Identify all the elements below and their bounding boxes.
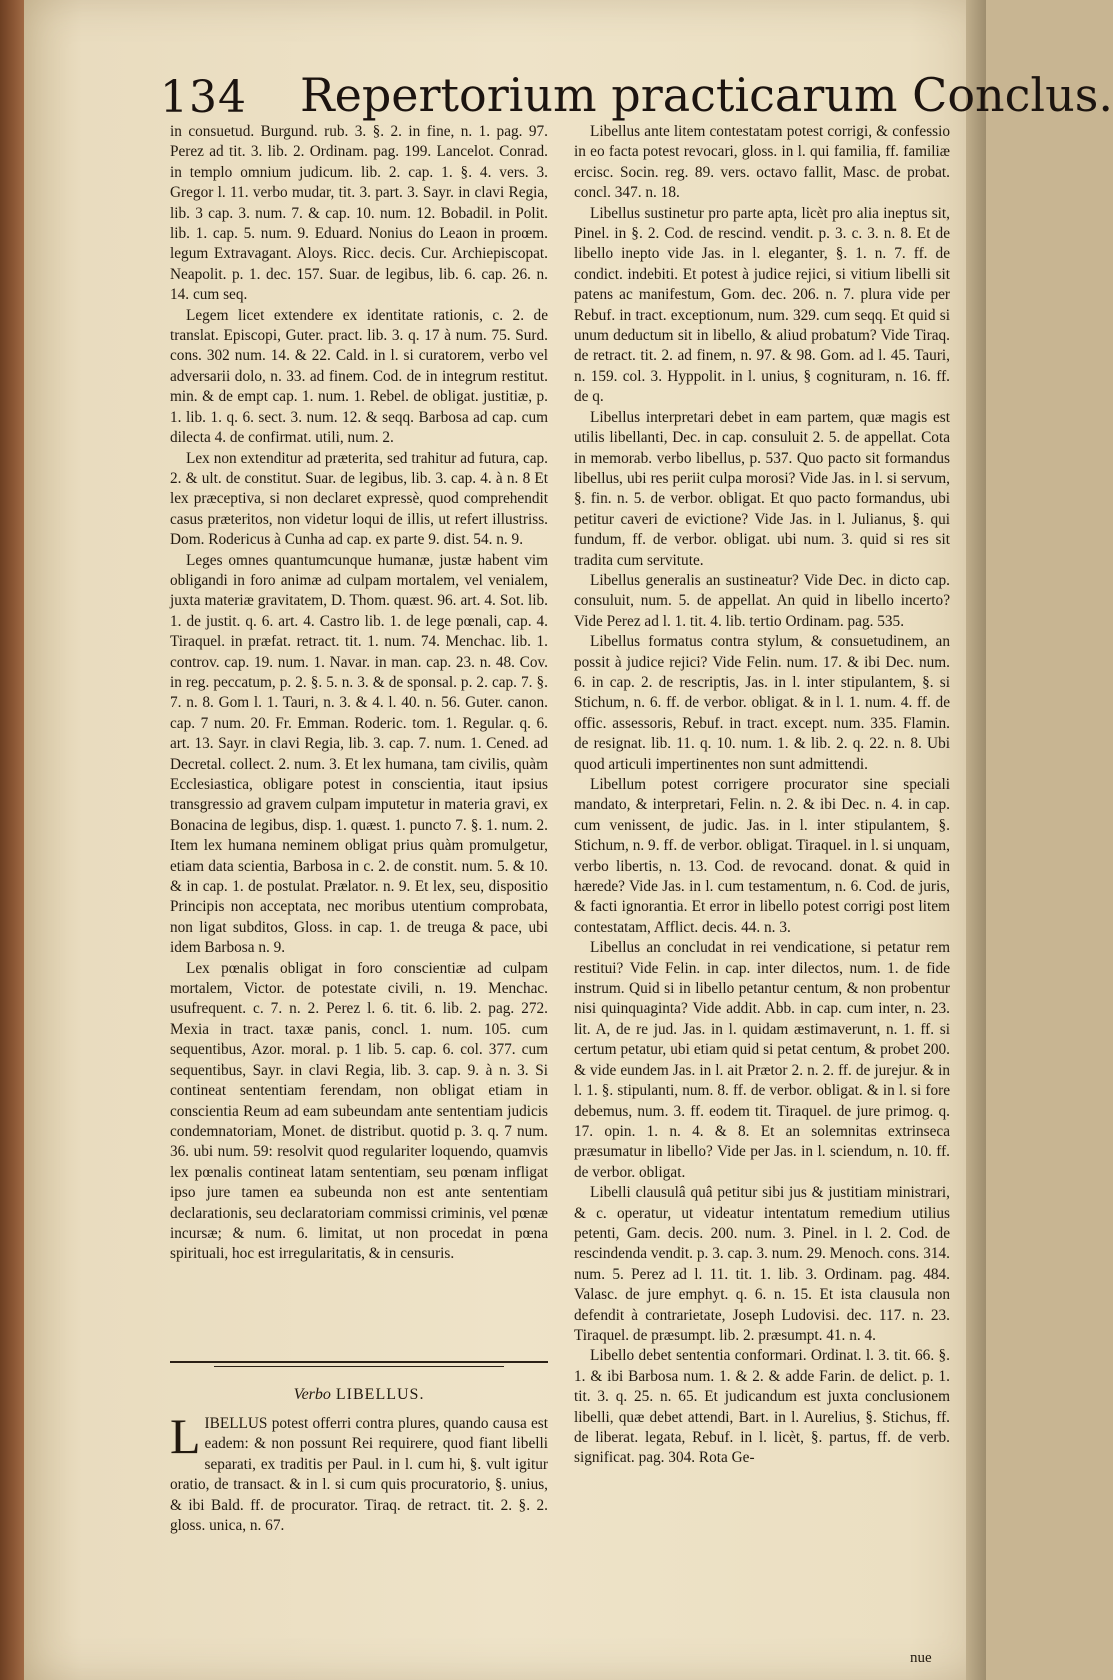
page-number: 134 <box>160 72 247 123</box>
catchword: nue <box>910 1650 932 1666</box>
book-spine <box>0 0 24 1680</box>
right-paragraph-7: Libellus an concludat in rei vendicatione, si petatur rem restitui? Vide Felin. in cap. inter dilectos, num. 1. de fide instrum. Quid si in libello petantur centum, & non probentur nisi quinquaginta? Vide addit. Abb. in cap. cum inter, n. 23. lit. A, de re jud. Jas. in l. quidam æstimaverunt, n. 1. ff. si certum petatur, ubi etiam quid si petat centum, & probet 200. & vide eundem Jas. in l. ait Prætor 2. n. 2. ff. de jurejur. & in l. 1. §. stipulanti, num. 8. ff. de verbor. obligat. & in l. si fore debemus, num. 3. ff. eodem tit. Tiraquel. de jure primog. q. 17. opin. 1. n. 4. & 8. Et an solemnitas extrinseca præsumatur in libello? Vide per Jas. in l. sciendum, n. 10. ff. de verbor. obligat. <box>574 939 950 1181</box>
page-edge <box>966 0 986 1680</box>
left-paragraph-3: Lex non extenditur ad præterita, sed trahitur ad futura, cap. 2. & ult. de constitut. Suar. de legibus, lib. 3. cap. 4. à n. 8 Et lex præceptiva, si non declaret expressè, quod comprehendit casus præteritos, non videtur loqui de illis, ut refert illustriss. Dom. Rodericus à Cunha ad cap. ex parte 9. dist. 54. n. 9. <box>170 449 548 549</box>
left-paragraph-4: Leges omnes quantumcunque humanæ, justæ habent vim obligandi in foro animæ ad culpam mortalem, vel venialem, juxta materiæ gravitatem, D. Thom. quæst. 96. art. 4. Sot. lib. 1. de justit. q. 6. art. 4. Castro lib. 1. de lege pœnali, cap. 4. Tiraquel. in præfat. retract. tit. 1. num. 74. Menchac. lib. 1. controv. cap. 19. num. 1. Navar. in man. cap. 23. n. 48. Cov. in reg. peccatum, p. 2. §. 5. n. 3. & de sponsal. p. 2. cap. 7. §. 7. n. 8. Gom l. 1. Tauri, n. 3. & 4. l. 40. n. 56. Guter. canon. cap. 7 num. 20. Fr. Emman. Roderic. tom. 1. Regular. q. 6. art. 13. Sayr. in clavi Regia, lib. 3. cap. 7. num. 1. Cened. ad Decretal. collect. 2. num. 3. Et lex humana, tam civilis, quàm Ecclesiastica, obligare potest in conscientia, itaut ipsius transgressio ad gravem culpam imputetur in materia gravi, ex Bonacina de legibus, disp. 1. quæst. 1. puncto 7. §. 1. num. 2. Item lex humana neminem obligat prius quàm promulgetur, etiam data scientia, Barbosa in c. 2. de constit. num. 5. & 10. & in cap. 1. de postulat. Prælator. n. 9. Et lex, seu, dispositio Principis non acceptata, nec moribus utentium comprobata, non ligat subditos, Gloss. in cap. 1. de treuga & pace, ubi idem Barbosa n. 9. <box>170 551 548 957</box>
section-rule <box>170 1361 548 1363</box>
right-paragraph-2: Libellus sustinetur pro parte apta, licèt pro alia ineptus sit, Pinel. in §. 2. Cod. de rescind. vendit. p. 3. c. 3. n. 8. Et de libello inepto vide Jas. in l. eleganter, §. 1. n. 7. ff. de condict. indebiti. Et potest à judice rejici, si vitium libelli sit patens ac manifestum, Gom. dec. 206. n. 7. plura vide per Rebuf. in tract. exceptionum, num. 329. cum seqq. Et quid si unum deductum sit in libello, & aliud probatum? Vide Tiraq. de retract. tit. 2. ad finem, n. 97. & 98. Gom. ad l. 45. Tauri, n. 159. col. 3. Hyppolit. in l. unius, § cognituram, n. 16. ff. de q. <box>574 204 950 406</box>
section-heading-word: LIBELLUS. <box>335 1386 425 1403</box>
right-paragraph-8: Libelli clausulâ quâ petitur sibi jus & justitiam ministrari, & c. operatur, ut videatur intentatum remedium utilius petenti, Gam. decis. 200. num. 3. Pinel. in l. 2. Cod. de rescindenda vendit. p. 3. cap. 3. num. 29. Menoch. cons. 314. num. 5. Perez ad l. 11. tit. 1. lib. 3. Ordinam. pag. 484. Valasc. de jure emphyt. q. 6. n. 15. Et ista clausula non defendit à contrarietate, Joseph Ludovisi. dec. 117. n. 23. Tiraquel. de præsumpt. lib. 2. præsumpt. 41. n. 4. <box>574 1184 950 1344</box>
right-paragraph-5: Libellus formatus contra stylum, & consuetudinem, an possit à judice rejici? Vide Felin. num. 17. & ibi Dec. num. 6. in cap. 2. de rescriptis, Jas. in l. inter stipulantem, §. si Stichum, n. 6. ff. de verbor. obligat. & in l. 1. num. 4. ff. de offic. assessoris, Rebuf. in tract. except. num. 335. Flamin. de resignat. lib. 11. q. 10. num. 1. & lib. 2. q. 22. n. 8. Ubi quod articuli impertinentes non sunt admittendi. <box>574 633 950 773</box>
right-paragraph-1: Libellus ante litem contestatam potest corrigi, & confessio in eo facta potest revocari, gloss. in l. qui familia, ff. familiæ ercisc. Socin. reg. 89. vers. octavo fallit, Masc. de probat. concl. 347. n. 18. <box>574 123 950 202</box>
right-paragraph-3: Libellus interpretari debet in eam partem, quæ magis est utilis libellanti, Dec. in cap. consuluit 2. 5. de appellat. Cota in memorab. verbo libellus, p. 537. Quo pacto sit formandus libellus, ubi res periit culpa morosi? Vide Jas. in l. si servum, §. fin. n. 5. de verbor. obligat. Et quo pacto formandus, ubi petitur caveri de evictione? Vide Jas. in l. Julianus, §. qui fundum, ff. de verbor. obligat. ubi num. 3. quid si res sit tradita cum servitute. <box>574 408 950 569</box>
right-paragraph-4: Libellus generalis an sustineatur? Vide Dec. in dicto cap. consuluit, num. 5. de appellat. An quid in libello incerto? Vide Perez ad l. 1. tit. 4. lib. tertio Ordinam. pag. 535. <box>574 571 950 630</box>
right-paragraph-9: Libello debet sententia conformari. Ordinat. l. 3. tit. 66. §. 1. & ibi Barbosa num. 1. & 2. & adde Farin. de delict. p. 1. tit. 3. q. 25. n. 65. Et judicandum est juxta conclusionem libelli, quæ debet attendi, Bart. in l. Aurelius, §. Stichus, ff. de liberat. legata, Rebuf. in l. licèt, §. partus, ff. de verb. significat. pag. 304. Rota Ge- <box>574 1347 950 1467</box>
right-paragraph-6: Libellum potest corrigere procurator sine speciali mandato, & interpretari, Felin. n. 2. & ibi Dec. n. 4. in cap. cum venissent, de judic. Jas. in l. inter stipulantem, §. Stichum, n. 9. ff. de verbor. obligat. Tiraquel. in l. si unquam, verbo libertis, n. 13. Cod. de revocand. donat. & quid in hærede? Vide Jas. in l. cum testamentum, n. 6. Cod. de juris, & facti ignorantia. Et error in libello potest corrigi post litem contestatam, Afflict. decis. 44. n. 3. <box>574 776 950 936</box>
left-column <box>170 122 548 1265</box>
section-first-text: IBELLUS potest offerri contra plures, quando causa est eadem: & non possunt Rei requirere, quod fiant libelli separati, ex traditis per Paul. in l. cum hi, §. vult igitur oratio, de transact. & in l. si cum quis procuratorio, §. unius, & ibi Bald. ff. de procurator. Tiraq. de retract. tit. 2. §. 2. gloss. unica, n. 67. <box>170 1415 548 1535</box>
section-rule-thin <box>214 1366 504 1367</box>
right-column <box>574 122 950 1469</box>
left-paragraph-1: in consuetud. Burgund. rub. 3. §. 2. in fine, n. 1. pag. 97. Perez ad tit. 3. lib. 2. Ordinam. pag. 199. Lancelot. Conrad. in templo omnium judicum. lib. 2. cap. 1. §. 4. vers. 3. Gregor l. 11. verbo mudar, tit. 3. part. 3. Sayr. in clavi Regia, lib. 3 cap. 3. num. 7. & cap. 10. num. 12. Bobadil. in Polit. lib. 1. cap. 5. num. 9. Eduard. Nonius do Leaon in proœm. legum Extravagant. Aloys. Ricc. decis. Cur. Archiepiscopat. Neapolit. p. 1. dec. 157. Suar. de legibus, lib. 6. cap. 26. n. 14. cum seq. <box>170 123 548 304</box>
section-first-paragraph <box>170 1408 548 1536</box>
running-title: Repertorium practicarum Conclus. <box>300 68 1113 122</box>
drop-capital: L <box>170 1408 201 1464</box>
section-heading <box>170 1386 548 1404</box>
page-header <box>160 68 1113 128</box>
section-heading-prefix: Verbo <box>293 1386 331 1403</box>
left-paragraph-2: Legem licet extendere ex identitate rationis, c. 2. de translat. Episcopi, Guter. pract. lib. 3. q. 17 à num. 75. Surd. cons. 302 num. 14. & 22. Cald. in l. si curatorem, verbo vel adversarii dolo, n. 33. ad finem. Cod. de in integrum restitut. min. & de empt cap. 1. num. 1. Rebel. de obligat. justitiæ, p. 1. lib. 1. q. 6. sect. 3. num. 12. & seqq. Barbosa ad cap. cum dilecta 4. de confirmat. utili, num. 2. <box>170 306 548 447</box>
left-paragraph-5: Lex pœnalis obligat in foro conscientiæ ad culpam mortalem, Victor. de potestate civili, n. 19. Menchac. usufrequent. c. 7. n. 2. Perez l. 6. tit. 6. lib. 2. pag. 272. Mexia in tract. taxæ panis, concl. 1. num. 105. cum sequentibus, Azor. moral. p. 1 lib. 5. cap. 6. col. 377. cum sequentibus, Sayr. in clavi Regia, lib. 3. cap. 9. à n. 3. Si contineat sententiam ferendam, non obligat etiam in conscientia Reum ad eam subeundam ante sententiam judicis condemnatoriam, Monet. de distribut. quotid p. 3. q. 7 num. 36. ubi num. 59: resolvit quod regulariter loquendo, quamvis lex pœnalis contineat latam sententiam, seu pœnam infligat ipso jure tamen ea subeunda non est ante sententiam declarationis, seu declaratoriam commissi criminis, vel pœnæ incursæ; & num. 6. limitat, ut non procedat in pœna spirituali, hoc est irregularitatis, & in censuris. <box>170 959 548 1263</box>
